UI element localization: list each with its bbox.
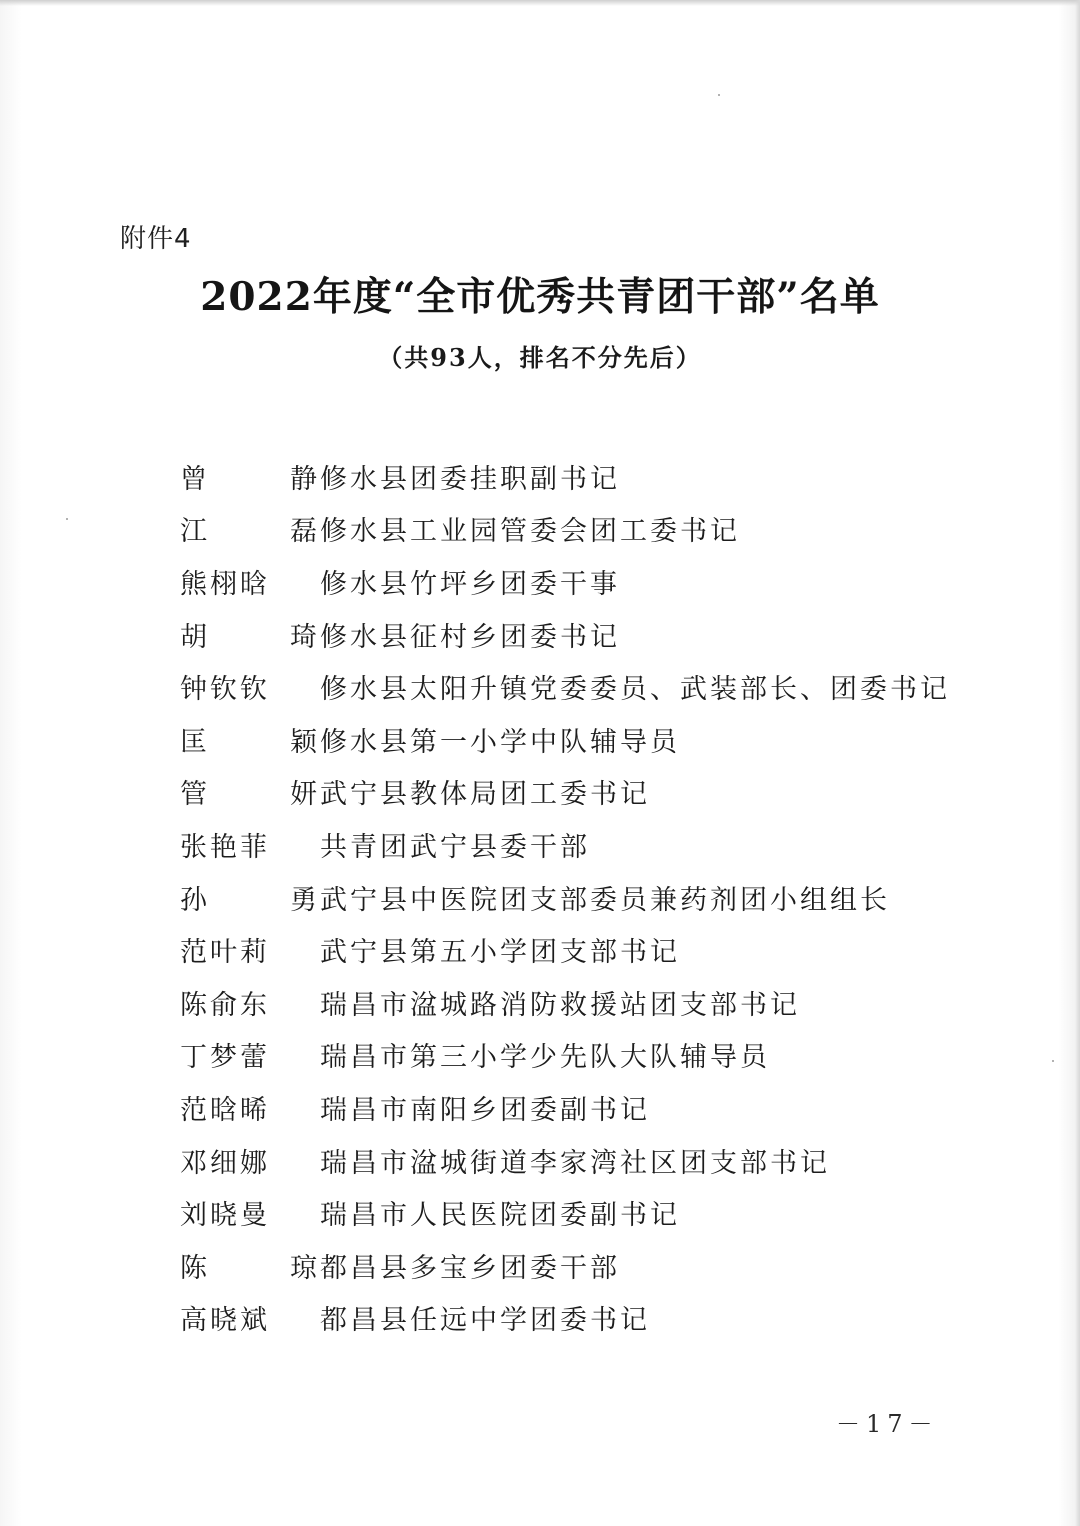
honoree-name: 范叶莉 [180,937,270,969]
list-item [180,555,960,608]
honoree-role: 修水县团委挂职副书记 [320,463,620,495]
honoree-name: 邓细娜 [180,1147,270,1179]
page-number: －17－ [836,1410,939,1438]
honoree-role: 瑞昌市湓城街道李家湾社区团支部书记 [320,1147,830,1179]
honoree-name: 陈 琼 [180,1252,320,1284]
honoree-name: 熊栩晗 [180,568,270,600]
honoree-name: 张艳菲 [180,831,270,863]
honoree-role: 瑞昌市人民医院团委副书记 [320,1200,680,1232]
scan-speck [66,518,68,520]
honoree-name: 管 妍 [180,779,320,811]
scan-edge-top [0,0,1080,6]
honoree-name: 江 磊 [180,516,320,548]
honoree-name: 孙 勇 [180,884,320,916]
list-item [180,660,960,713]
honoree-role: 修水县太阳升镇党委委员、武装部长、团委书记 [320,674,950,706]
honoree-role: 共青团武宁县委干部 [320,831,590,863]
list-item [180,871,960,924]
list-item [180,713,960,766]
honoree-name: 高晓斌 [180,1305,270,1337]
list-item [180,1029,960,1082]
honoree-name: 胡 琦 [180,621,320,653]
honoree-role: 武宁县中医院团支部委员兼药剂团小组组长 [320,884,890,916]
honoree-role: 武宁县教体局团工委书记 [320,779,650,811]
honoree-name: 丁梦蕾 [180,1042,270,1074]
list-item [180,1186,960,1239]
honoree-name: 曾 静 [180,463,320,495]
list-item [180,818,960,871]
document-title: 2022年度“全市优秀共青团干部”名单 [200,274,880,320]
list-item [180,608,960,661]
honoree-role: 都昌县任远中学团委书记 [320,1305,650,1337]
scan-speck [718,94,720,96]
honoree-role: 修水县第一小学中队辅导员 [320,726,680,758]
honoree-role: 修水县工业园管委会团工委书记 [320,516,740,548]
honoree-name: 匡 颖 [180,726,320,758]
list-item [180,1292,960,1345]
list-item [180,450,960,503]
honoree-role: 修水县竹坪乡团委干事 [320,568,620,600]
honoree-name: 陈俞东 [180,989,270,1021]
honoree-name: 范晗晞 [180,1094,270,1126]
list-item [180,1239,960,1292]
honoree-name: 钟钦钦 [180,674,270,706]
list-item [180,766,960,819]
attachment-label: 附件4 [120,224,192,254]
honoree-role: 武宁县第五小学团支部书记 [320,937,680,969]
list-item [180,1081,960,1134]
honoree-name: 刘晓曼 [180,1200,270,1232]
list-item [180,923,960,976]
scan-speck [1052,1060,1054,1062]
list-item [180,1134,960,1187]
honoree-role: 瑞昌市南阳乡团委副书记 [320,1094,650,1126]
honoree-role: 瑞昌市湓城路消防救援站团支部书记 [320,989,800,1021]
honoree-list [180,450,960,1344]
honoree-role: 都昌县多宝乡团委干部 [320,1252,620,1284]
scan-edge-right [1075,0,1080,1526]
list-item [180,503,960,556]
honoree-role: 修水县征村乡团委书记 [320,621,620,653]
document-subtitle: （共93人，排名不分先后） [378,343,702,372]
honoree-role: 瑞昌市第三小学少先队大队辅导员 [320,1042,770,1074]
list-item [180,976,960,1029]
